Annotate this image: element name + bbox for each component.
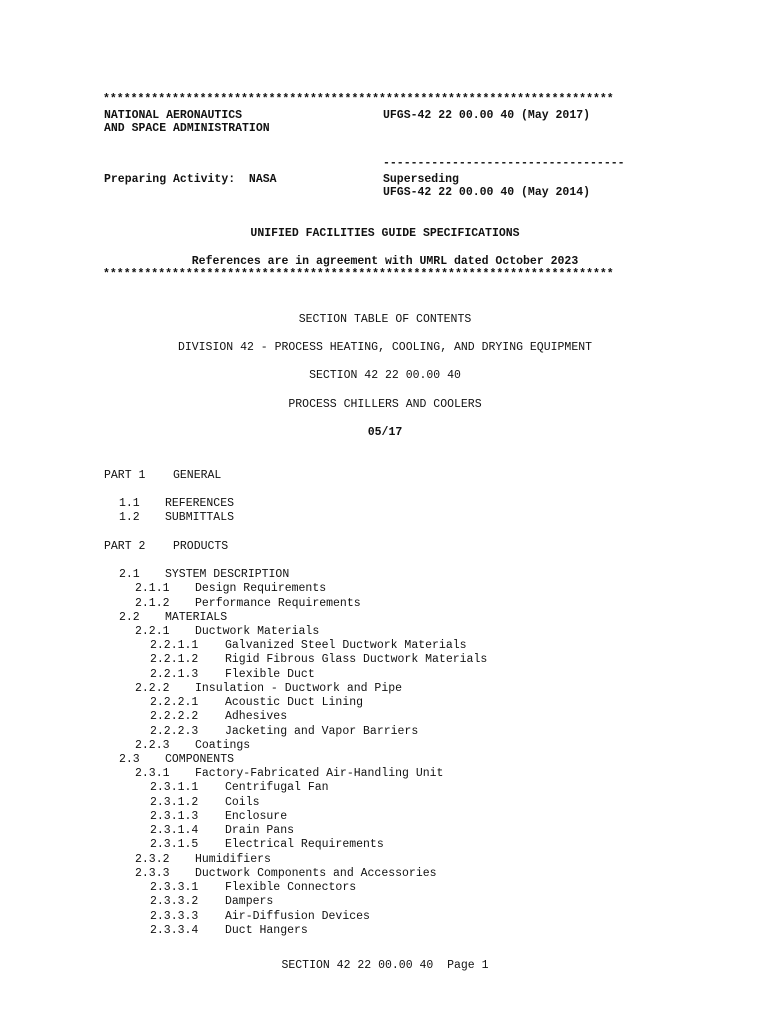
spec-id: UFGS-42 22 00.00 40 (May 2017) [383, 109, 591, 122]
toc-number: 2.2.2.1 [150, 696, 199, 709]
toc-entry [150, 838, 384, 852]
toc-entry [150, 910, 370, 924]
toc-number: 2.3.3 [135, 867, 170, 880]
toc-title: Adhesives [225, 710, 288, 723]
toc-number: 2.1.1 [135, 582, 170, 595]
toc-title: Centrifugal Fan [225, 781, 329, 794]
toc-number: 2.3.1.3 [150, 810, 199, 823]
toc-entry [119, 511, 234, 525]
toc-title: Enclosure [225, 810, 288, 823]
toc-entry [135, 625, 319, 639]
toc-number: PART 2 [104, 540, 146, 553]
toc-entry [119, 753, 234, 767]
toc-title: SYSTEM DESCRIPTION [165, 568, 290, 581]
toc-entry [119, 497, 234, 511]
toc-number: 2.3.2 [135, 853, 170, 866]
toc-number: 2.1.2 [135, 597, 170, 610]
toc-entry [135, 739, 250, 753]
toc-entry [135, 853, 271, 867]
toc-entry [150, 824, 294, 838]
section-number: SECTION 42 22 00.00 40 [309, 369, 461, 382]
toc-entry [150, 881, 356, 895]
toc-title: Ductwork Components and Accessories [195, 867, 437, 880]
toc-title: Design Requirements [195, 582, 327, 595]
preparing-activity: Preparing Activity: NASA [104, 173, 277, 186]
toc-entry [150, 668, 315, 682]
toc-number: 1.1 [119, 497, 140, 510]
toc-entry [150, 710, 287, 724]
toc-entry [150, 639, 467, 653]
toc-number: 2.3.3.1 [150, 881, 199, 894]
toc-title: Coils [225, 796, 260, 809]
toc-title: Electrical Requirements [225, 838, 384, 851]
toc-entry [150, 725, 418, 739]
toc-number: 2.3.3.4 [150, 924, 199, 937]
toc-title: Drain Pans [225, 824, 295, 837]
toc-number: 2.3.1.5 [150, 838, 199, 851]
toc-title: REFERENCES [165, 497, 235, 510]
toc-entry [150, 796, 260, 810]
toc-title: Factory-Fabricated Air-Handling Unit [195, 767, 444, 780]
section-toc-heading: SECTION TABLE OF CONTENTS [298, 313, 472, 326]
agency-name-line1: NATIONAL AERONAUTICS [104, 109, 243, 122]
toc-entry [135, 767, 443, 781]
toc-entry [135, 597, 361, 611]
toc-title: Jacketing and Vapor Barriers [225, 725, 419, 738]
toc-entry [150, 696, 363, 710]
toc-title: PRODUCTS [173, 540, 229, 553]
toc-title: MATERIALS [165, 611, 228, 624]
toc-entry [150, 895, 273, 909]
toc-title: Ductwork Materials [195, 625, 320, 638]
toc-entry [150, 781, 329, 795]
toc-title: Air-Diffusion Devices [225, 910, 370, 923]
toc-entry [119, 568, 289, 582]
toc-number: 2.2 [119, 611, 140, 624]
toc-number: 2.2.1.1 [150, 639, 199, 652]
toc-title: Flexible Connectors [225, 881, 357, 894]
toc-title: Humidifiers [195, 853, 271, 866]
toc-entry-part2 [104, 540, 228, 554]
toc-title: Dampers [225, 895, 274, 908]
toc-entry [135, 682, 402, 696]
toc-entry-part1 [104, 469, 221, 483]
toc-number: 2.3.1.4 [150, 824, 199, 837]
toc-title: GENERAL [173, 469, 222, 482]
stars-rule-bottom: ************************************************************************** [103, 268, 614, 281]
toc-entry [119, 611, 227, 625]
superseding-label: Superseding [383, 173, 459, 186]
division-heading: DIVISION 42 - PROCESS HEATING, COOLING, AND DRYING EQUIPMENT [177, 341, 593, 354]
toc-title: SUBMITTALS [165, 511, 235, 524]
divider-line: ----------------------------------- [383, 157, 625, 170]
toc-title: Duct Hangers [225, 924, 308, 937]
toc-title: COMPONENTS [165, 753, 235, 766]
toc-number: 2.3.1.1 [150, 781, 199, 794]
toc-number: 2.2.1.2 [150, 653, 199, 666]
superseding-id: UFGS-42 22 00.00 40 (May 2014) [383, 186, 591, 199]
toc-number: 2.3.3.3 [150, 910, 199, 923]
agency-name-line2: AND SPACE ADMINISTRATION [104, 122, 270, 135]
toc-number: 2.2.2.2 [150, 710, 199, 723]
toc-number: 2.1 [119, 568, 140, 581]
toc-number: 2.3.1 [135, 767, 170, 780]
toc-number: 1.2 [119, 511, 140, 524]
toc-number: 2.3.3.2 [150, 895, 199, 908]
toc-entry [150, 810, 287, 824]
document-title: UNIFIED FACILITIES GUIDE SPECIFICATIONS [250, 227, 520, 240]
toc-number: 2.2.3 [135, 739, 170, 752]
section-date: 05/17 [367, 426, 403, 439]
toc-entry [135, 867, 437, 881]
toc-title: Rigid Fibrous Glass Ductwork Materials [225, 653, 488, 666]
toc-title: Flexible Duct [225, 668, 315, 681]
toc-entry [150, 924, 308, 938]
page-footer: SECTION 42 22 00.00 40 Page 1 [281, 959, 489, 972]
toc-title: Performance Requirements [195, 597, 361, 610]
toc-number: 2.2.2 [135, 682, 170, 695]
toc-title: Coatings [195, 739, 251, 752]
toc-number: PART 1 [104, 469, 146, 482]
toc-title: Acoustic Duct Lining [225, 696, 364, 709]
toc-number: 2.2.1.3 [150, 668, 199, 681]
toc-title: Insulation - Ductwork and Pipe [195, 682, 403, 695]
stars-rule-top: ************************************************************************** [103, 93, 614, 106]
toc-number: 2.3.1.2 [150, 796, 199, 809]
toc-entry [135, 582, 326, 596]
toc-number: 2.2.2.3 [150, 725, 199, 738]
toc-entry [150, 653, 487, 667]
toc-number: 2.2.1 [135, 625, 170, 638]
section-title: PROCESS CHILLERS AND COOLERS [288, 398, 482, 411]
references-note: References are in agreement with UMRL dated October 2023 [191, 255, 579, 268]
toc-number: 2.3 [119, 753, 140, 766]
toc-title: Galvanized Steel Ductwork Materials [225, 639, 467, 652]
